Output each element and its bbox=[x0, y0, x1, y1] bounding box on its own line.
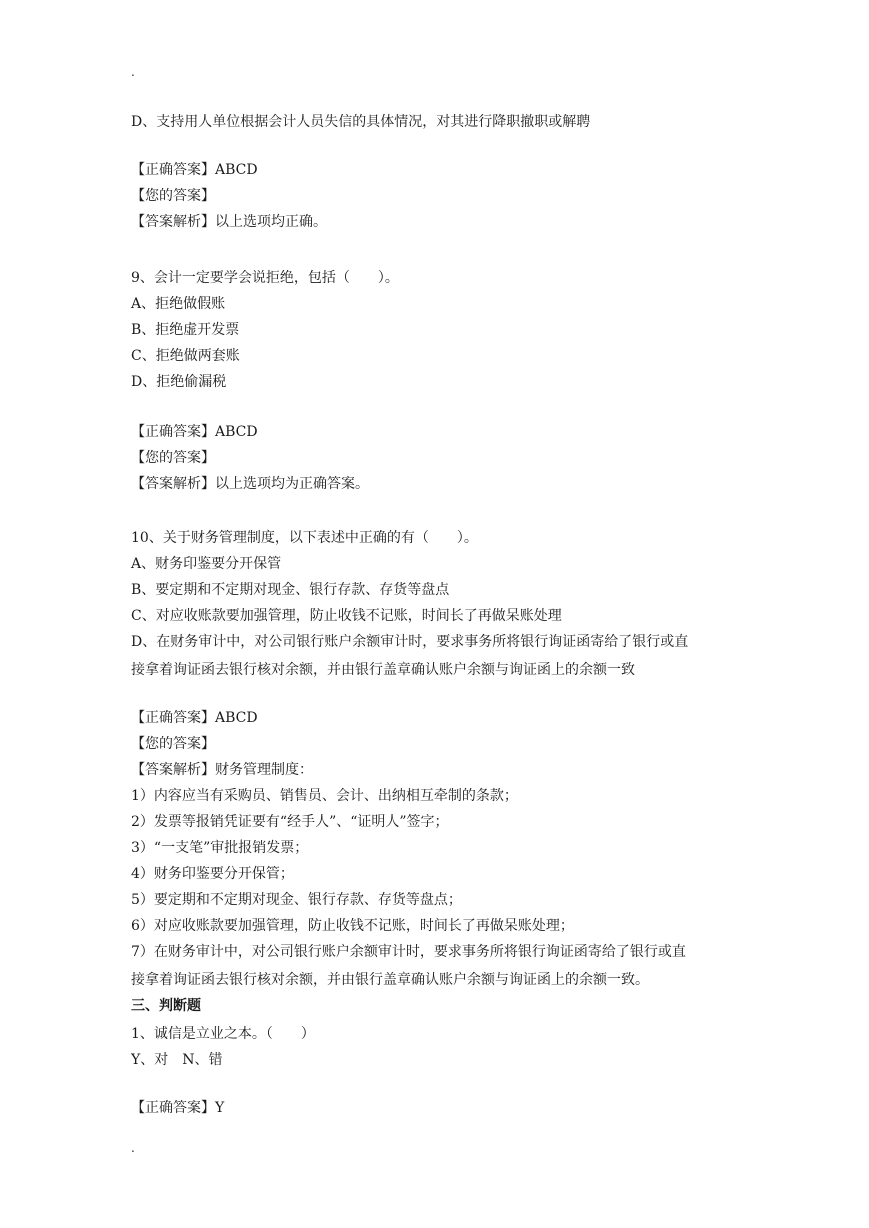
q10-option-a: A、财务印鉴要分开保管 bbox=[131, 556, 282, 572]
q9-correct-answer: 【正确答案】ABCD bbox=[131, 424, 258, 440]
q10-option-d: D、在财务审计中，对公司银行账户余额审计时，要求事务所将银行询证函寄给了银行或直 bbox=[131, 634, 689, 650]
q9-option-b: B、拒绝虚开发票 bbox=[131, 322, 240, 338]
q10-option-c: C、对应收账款要加强管理，防止收钱不记账，时间长了再做呆账处理 bbox=[131, 608, 562, 624]
judge-q1-options: Y、对 N、错 bbox=[131, 1052, 223, 1068]
q8-your-answer: 【您的答案】 bbox=[131, 188, 215, 204]
q10-option-b: B、要定期和不定期对现金、银行存款、存货等盘点 bbox=[131, 582, 450, 598]
q10-analysis-item-6: 6）对应收账款要加强管理，防止收钱不记账，时间长了再做呆账处理； bbox=[131, 918, 574, 934]
q10-correct-answer: 【正确答案】ABCD bbox=[131, 710, 258, 726]
q8-answer-analysis: 【答案解析】以上选项均正确。 bbox=[131, 214, 327, 230]
q10-analysis-item-3: 3）“一支笔”审批报销发票； bbox=[131, 840, 309, 856]
judge-q1-correct-answer: 【正确答案】Y bbox=[131, 1100, 225, 1116]
q10-answer-analysis: 【答案解析】财务管理制度： bbox=[131, 762, 313, 778]
footer-mark: . bbox=[131, 1141, 135, 1155]
q10-analysis-item-5: 5）要定期和不定期对现金、银行存款、存货等盘点； bbox=[131, 892, 462, 908]
q9-option-c: C、拒绝做两套账 bbox=[131, 348, 240, 364]
q10-option-d-cont: 接拿着询证函去银行核对余额，并由银行盖章确认账户余额与询证函上的余额一致 bbox=[131, 662, 635, 678]
q8-correct-answer: 【正确答案】ABCD bbox=[131, 162, 258, 178]
q9-stem: 9、会计一定要学会说拒绝，包括（ ）。 bbox=[131, 270, 399, 286]
q10-analysis-item-4: 4）财务印鉴要分开保管； bbox=[131, 866, 294, 882]
q10-analysis-item-7: 7）在财务审计中，对公司银行账户余额审计时，要求事务所将银行询证函寄给了银行或直 bbox=[131, 944, 686, 960]
q10-stem: 10、关于财务管理制度，以下表述中正确的有（ ）。 bbox=[131, 530, 478, 546]
q9-your-answer: 【您的答案】 bbox=[131, 450, 215, 466]
q8-option-d: D、支持用人单位根据会计人员失信的具体情况，对其进行降职撤职或解聘 bbox=[131, 114, 591, 130]
q9-answer-analysis: 【答案解析】以上选项均为正确答案。 bbox=[131, 476, 369, 492]
q10-analysis-item-1: 1）内容应当有采购员、销售员、会计、出纳相互牵制的条款； bbox=[131, 788, 518, 804]
q10-your-answer: 【您的答案】 bbox=[131, 736, 215, 752]
q10-analysis-item-7-cont: 接拿着询证函去银行核对余额，并由银行盖章确认账户余额与询证函上的余额一致。 bbox=[131, 972, 649, 988]
header-mark: . bbox=[131, 65, 135, 79]
q10-analysis-item-2: 2）发票等报销凭证要有“经手人”、“证明人”签字； bbox=[131, 814, 449, 830]
judge-q1-stem: 1、诚信是立业之本。（ ） bbox=[131, 1026, 315, 1042]
section-heading: 三、判断题 bbox=[131, 998, 201, 1014]
q9-option-a: A、拒绝做假账 bbox=[131, 296, 226, 312]
q9-option-d: D、拒绝偷漏税 bbox=[131, 374, 227, 390]
